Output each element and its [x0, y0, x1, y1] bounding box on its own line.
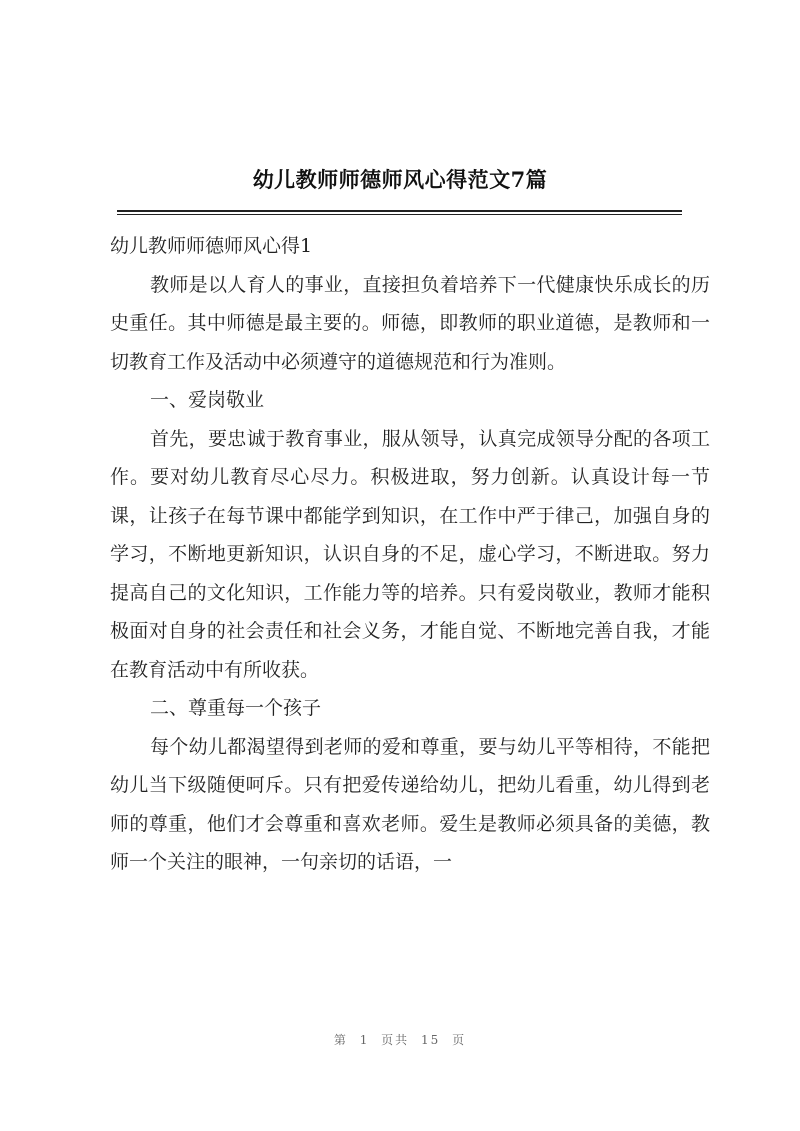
document-title: 幼儿教师师德师风心得范文7篇 [252, 167, 548, 192]
title-rule-thick [117, 210, 682, 212]
section-heading: 幼儿教师师德师风心得1 [110, 235, 313, 257]
body-paragraph: 每个幼儿都渴望得到老师的爱和尊重，要与幼儿平等相待，不能把幼儿当下级随便呵斥。只有把爱传递给幼儿，把幼儿看重，幼儿得到老师的尊重，他们才会尊重和喜欢老师。爱生是教师必须具备的美德，教师一个关注的眼神，一句亲切的话语，一 [110, 735, 710, 873]
subsection-heading: 一、爱岗敬业 [150, 389, 265, 411]
title-rule-thin [117, 214, 682, 215]
body-paragraph: 首先，要忠诚于教育事业，服从领导，认真完成领导分配的各项工作。要对幼儿教育尽心尽力。积极进取，努力创新。认真设计每一节课，让孩子在每节课中都能学到知识，在工作中严于律己，加强自身的学习，不断地更新知识，认识自身的不足，虚心学习，不断进取。努力提高自己的文化知识，工作能力等的培养。只有爱岗敬业，教师才能积极面对自身的社会责任和社会义务，才能自觉、不断地完善自我，才能在教育活动中有所收获。 [110, 427, 710, 681]
document-body [110, 227, 710, 882]
body-paragraph: 教师是以人育人的事业，直接担负着培养下一代健康快乐成长的历史重任。其中师德是最主要的。师德，即教师的职业道德，是教师和一切教育工作及活动中必须遵守的道德规范和行为准则。 [110, 273, 710, 373]
page-number-footer: 第 1 页共 15 页 [333, 1033, 467, 1047]
subsection-heading: 二、尊重每一个孩子 [150, 697, 322, 719]
